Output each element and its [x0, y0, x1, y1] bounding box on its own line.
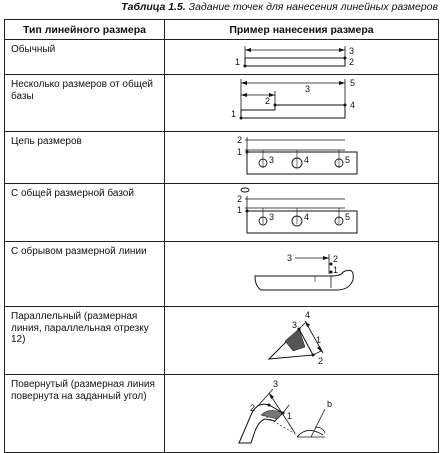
point-label: 4: [304, 155, 310, 165]
point-label: 5: [350, 78, 356, 88]
row-type-broken-line: С обрывом размерной линии: [5, 242, 165, 307]
example-rotated: [165, 375, 439, 453]
point-label: 5: [345, 155, 351, 165]
ordinary-dimension-drawing: [165, 40, 439, 74]
example-ordinary: [165, 40, 439, 75]
example-broken-line: [165, 242, 439, 307]
table-row: [5, 184, 439, 242]
row-type-parallel: Параллельный (размерная линия, параллельная отрезку 12): [5, 307, 165, 375]
table-row: [5, 307, 439, 375]
table-header-row: [5, 20, 439, 40]
point-label: 2: [333, 254, 339, 264]
rotated-dimension-drawing: [165, 375, 439, 452]
table-row: [5, 40, 439, 75]
point-label: 2: [237, 135, 243, 145]
base-symbol-icon: [241, 188, 249, 192]
point-label: 3: [269, 155, 275, 165]
point-label: 3: [349, 46, 355, 56]
point-label: 2: [237, 194, 243, 204]
angle-label: b: [327, 399, 333, 409]
table-row: [5, 75, 439, 132]
point-label: 2: [250, 403, 256, 413]
example-parallel: [165, 307, 439, 375]
header-dimension-type: Тип линейного размера: [5, 20, 165, 40]
point-label: 4: [305, 310, 311, 320]
common-dimension-base-drawing: [165, 184, 439, 241]
header-dimension-example: Пример нанесения размера: [165, 20, 439, 40]
point-label: 1: [316, 335, 322, 345]
table-row: [5, 242, 439, 307]
common-base-dimension-drawing: [165, 75, 439, 131]
point-label: 4: [350, 100, 356, 110]
table-row: [5, 132, 439, 184]
row-type-common-base: Несколько размеров от общей базы: [5, 75, 165, 132]
point-label: 1: [287, 411, 293, 421]
point-label: 3: [273, 379, 279, 389]
table-caption-text: Задание точек для нанесения линейных размеров: [185, 1, 438, 13]
chain-dimension-drawing: [165, 132, 439, 183]
point-label: 1: [237, 205, 243, 215]
point-label: 2: [265, 96, 271, 106]
row-type-rotated: Повернутый (размерная линия повернута на заданный угол): [5, 375, 165, 453]
point-label: 4: [304, 212, 310, 222]
table-caption: [121, 1, 438, 13]
point-label: 2: [318, 356, 324, 366]
broken-line-dimension-drawing: [165, 242, 439, 306]
example-common-dimension-base: [165, 184, 439, 242]
row-type-common-dimension-base: С общей размерной базой: [5, 184, 165, 242]
example-common-base: [165, 75, 439, 132]
dimension-types-table: [4, 19, 439, 453]
row-type-chain: Цепь размеров: [5, 132, 165, 184]
table-row: [5, 375, 439, 453]
point-label: 5: [345, 212, 351, 222]
point-label: 3: [305, 84, 311, 94]
point-label: 3: [292, 320, 298, 330]
point-label: 1: [237, 147, 243, 157]
point-label: 2: [349, 57, 355, 67]
point-label: 3: [287, 253, 293, 263]
point-label: 3: [269, 212, 275, 222]
row-type-ordinary: Обычный: [5, 40, 165, 75]
point-label: 1: [333, 265, 339, 275]
point-label: 1: [235, 57, 241, 67]
table-caption-label: Таблица 1.5.: [121, 1, 186, 13]
parallel-dimension-drawing: [165, 307, 439, 374]
example-chain: [165, 132, 439, 184]
point-label: 1: [231, 109, 237, 119]
